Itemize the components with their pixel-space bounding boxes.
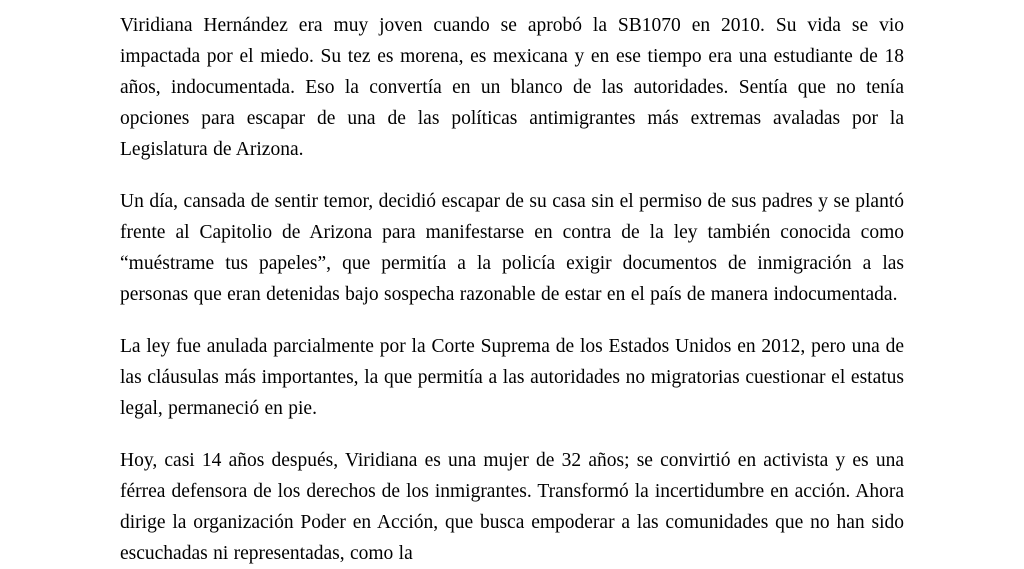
document-paragraph: Hoy, casi 14 años después, Viridiana es una mujer de 32 años; se convirtió en activista y es una férrea defensora de los derechos de los inmigrantes. Transformó la incertidumbre en acción. Ahora dirige la organización Poder en Acción, que busca empoderar a las comunidades que no han sido escuchadas ni representadas, como la	[120, 450, 904, 564]
document-paragraph: Viridiana Hernández era muy joven cuando se aprobó la SB1070 en 2010. Su vida se vio impactada por el miedo. Su tez es morena, es mexicana y en ese tiempo era una estudiante de 18 años, indocumentada. Eso la convertía en un blanco de las autoridades. Sentía que no tenía opciones para escapar de una de las políticas antimigrantes más extremas avaladas por la Legislatura de Arizona.	[120, 15, 904, 160]
document-paragraph: La ley fue anulada parcialmente por la Corte Suprema de los Estados Unidos en 2012, pero una de las cláusulas más importantes, la que permitía a las autoridades no migratorias cuestionar el estatus legal, permaneció en pie.	[120, 336, 904, 419]
document-paragraph: Un día, cansada de sentir temor, decidió escapar de su casa sin el permiso de sus padres y se plantó frente al Capitolio de Arizona para manifestarse en contra de la ley también conocida como “muéstrame tus papeles”, que permitía a la policía exigir documentos de inmigración a las personas que eran detenidas bajo sospecha razonable de estar en el país de manera indocumentada.	[120, 191, 904, 305]
